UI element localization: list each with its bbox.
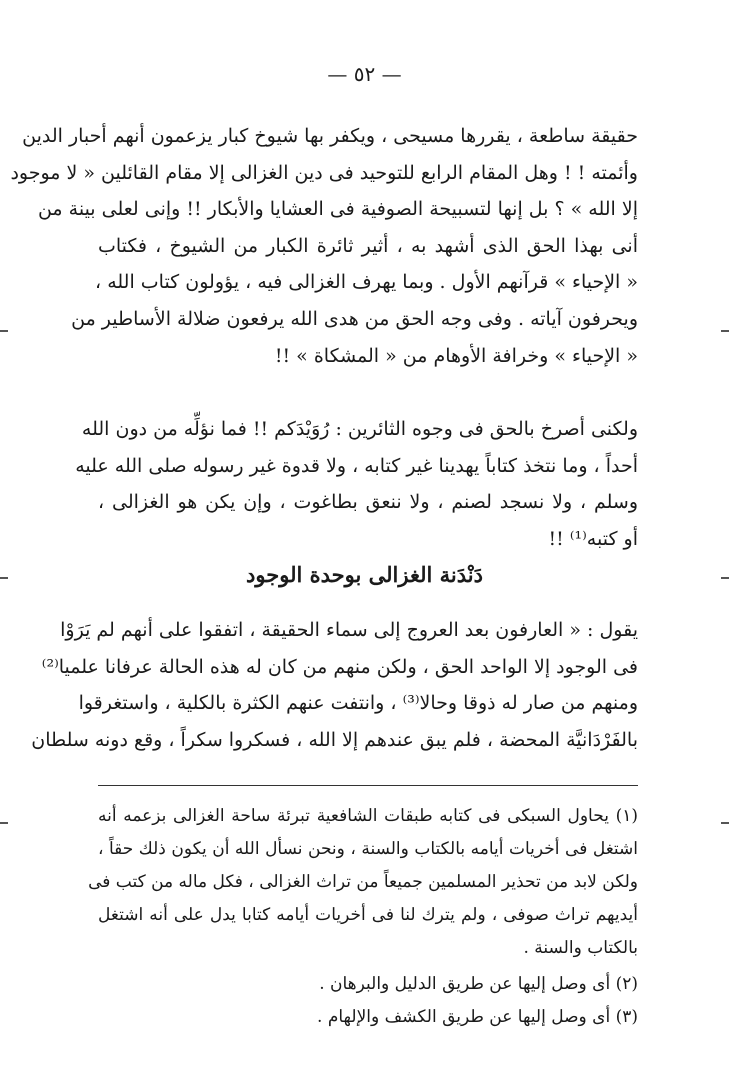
scan-margin-mark	[721, 330, 729, 332]
footnote-1	[88, 800, 638, 965]
scan-margin-mark	[721, 577, 729, 579]
paragraph-line: ويحرفون آياته . وفى وجه الحق من هدى الله يرفعون ضلالة الأساطير من	[71, 307, 638, 330]
paragraph-3	[31, 612, 638, 758]
paragraph-line: إلا الله » ؟ بل إنها لتسبيحة الصوفية فى العشايا والأبكار !! وإنى لعلى بينة من	[37, 198, 638, 221]
paragraph-line: « الإحياء » وخرافة الأوهام من « المشكاة » !!	[274, 344, 638, 367]
footnote-line: (١) يحاول السبكى فى كتابه طبقات الشافعية تبرئة ساحة الغزالى بزعمه أنه	[98, 806, 638, 826]
footnote-divider	[98, 785, 638, 786]
footnote-line: اشتغل فى أخريات أيامه بالكتاب والسنة ، ونحن نسأل الله أن يكون ذلك حقاً ،	[98, 839, 638, 859]
paragraph-line: فى الوجود إلا الواحد الحق ، ولكن منهم من كان له هذه الحالة عرفانا علميا⁽²⁾	[41, 655, 638, 678]
section-heading: دَنْدَنة الغزالى بوحدة الوجود	[246, 562, 483, 587]
footnotes-2-3	[98, 968, 638, 1034]
page-number: — ٥٢ —	[327, 62, 402, 86]
footnote-line: ولكن لابد من تحذير المسلمين جميعاً من تراث الغزالى ، فكل ماله من كتب فى	[88, 872, 638, 892]
scan-margin-mark	[721, 822, 729, 824]
paragraph-line: أحداً ، وما نتخذ كتاباً يهدينا غير كتابه ، ولا قدوة غير رسوله صلى الله عليه	[75, 454, 638, 477]
footnote-line: أيديهم تراث صوفى ، ولم يترك لنا فى أخريات أيامه كتابا يدل على أنه اشتغل	[98, 905, 638, 925]
paragraph-line: ولكنى أصرخ بالحق فى وجوه الثائرين : رُوَيْدَكم !! فما نؤلِّه من دون الله	[81, 418, 638, 440]
scan-margin-mark	[0, 330, 8, 332]
footnote-2: (٢) أى وصل إليها عن طريق الدليل والبرهان .	[319, 974, 638, 994]
scan-margin-mark	[0, 822, 8, 824]
footnote-line: بالكتاب والسنة .	[523, 938, 638, 958]
paragraph-2	[75, 411, 638, 557]
paragraph-line: أو كتبه⁽¹⁾ !!	[548, 527, 638, 550]
paragraph-line: بالفَرْدَانيَّة المحضة ، فلم يبق عندهم إلا الله ، فسكروا سكراً ، وقع دونه سلطان	[31, 728, 638, 751]
paragraph-line: ومنهم من صار له ذوقا وحالا⁽³⁾ ، وانتفت عنهم الكثرة بالكلية ، واستغرقوا	[78, 692, 638, 715]
paragraph-line: « الإحياء » قرآنهم الأول . وبما يهرف الغزالى فيه ، يؤولون كتاب الله ،	[95, 271, 638, 294]
paragraph-1	[10, 118, 638, 374]
paragraph-line: أنى بهذا الحق الذى أشهد به ، أثير ثائرة الكبار من الشيوخ ، فكتاب	[98, 234, 638, 257]
footnote-3: (٣) أى وصل إليها عن طريق الكشف والإلهام .	[317, 1007, 638, 1027]
paragraph-line: وأئمته ! ! وهل المقام الرابع للتوحيد فى دين الغزالى إلا مقام القائلين « لا موجود	[10, 161, 638, 184]
scan-margin-mark	[0, 577, 8, 579]
paragraph-line: يقول : « العارفون بعد العروج إلى سماء الحقيقة ، اتفقوا على أنهم لم يَرَوْا	[60, 619, 638, 641]
paragraph-line: وسلم ، ولا نسجد لصنم ، ولا ننعق بطاغوت ، وإن يكن هو الغزالى ،	[98, 491, 638, 514]
paragraph-line: حقيقة ساطعة ، يقررها مسيحى ، ويكفر بها شيوخ كبار يزعمون أنهم أحبار الدين	[22, 125, 638, 147]
